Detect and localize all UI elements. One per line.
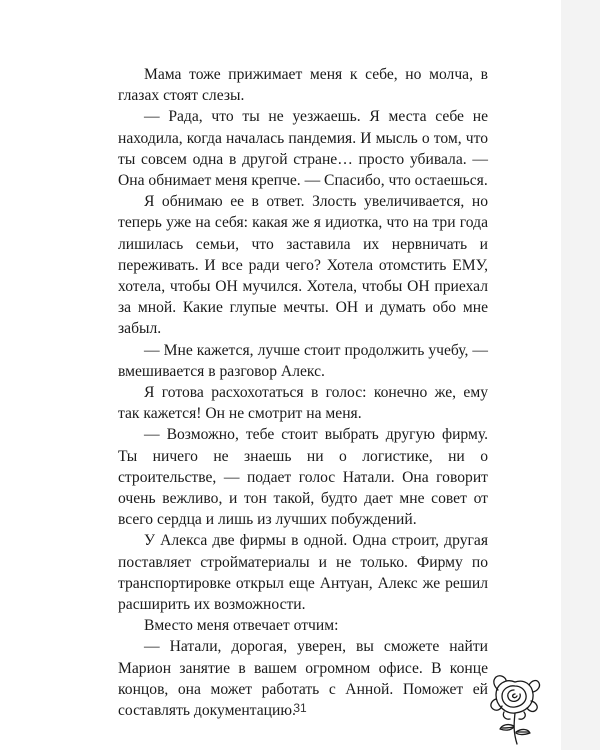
page-edge	[561, 0, 600, 750]
page-number: 31	[293, 701, 307, 715]
paragraph-6: — Возможно, тебе стоит выбрать другую фирму. Ты ничего не знаешь ни о логистике, ни о строительстве, — подает голос Натали. Она говорит очень вежливо, и тон такой, будто дает мне совет от всего сердца и лишь из лучших побуждений.	[118, 426, 488, 529]
paragraph-8: Вместо меня отвечает отчим:	[144, 617, 339, 635]
paragraph-1: Мама тоже прижимает меня к себе, но молча, в глазах стоят слезы.	[118, 66, 488, 105]
paragraph-5: Я готова расхохотаться в голос: конечно же, ему так кажется! Он не смотрит на меня.	[118, 384, 488, 423]
paragraph-4: — Мне кажется, лучше стоит продолжить учебу, — вмешивается в разговор Алекс.	[118, 341, 488, 380]
paragraph-9: — Натали, дорогая, уверен, вы сможете найти Марион занятие в вашем огромном офисе. В конце концов, она может работать с Анной. Поможет ей составлять документацию.	[118, 638, 488, 720]
body-text	[118, 64, 488, 721]
paragraph-7: У Алекса две фирмы в одной. Одна строит, другая поставляет стройматериалы и не только. Фирму по транспортировке открыл еще Антуан, Алекс же решил расширить их возможности.	[118, 532, 488, 614]
paragraph-2: — Рада, что ты не уезжаешь. Я места себе не находила, когда началась пандемия. И мысль о том, что ты совсем одна в другой стране… просто убивала. — Она обнимает меня крепче. — Спасибо, что остаешься.	[118, 108, 488, 190]
paragraph-3: Я обнимаю ее в ответ. Злость увеличивается, но теперь уже на себя: какая же я идиотка, что на три года лишилась семьи, что заставила их нервничать и переживать. И все ради чего? Хотела отомстить ЕМУ, хотела, чтобы ОН мучился. Хотела, чтобы ОН приехал за мной. Какие глупые мечты. ОН и думать обо мне забыл.	[118, 193, 488, 338]
rose-icon	[484, 668, 546, 746]
